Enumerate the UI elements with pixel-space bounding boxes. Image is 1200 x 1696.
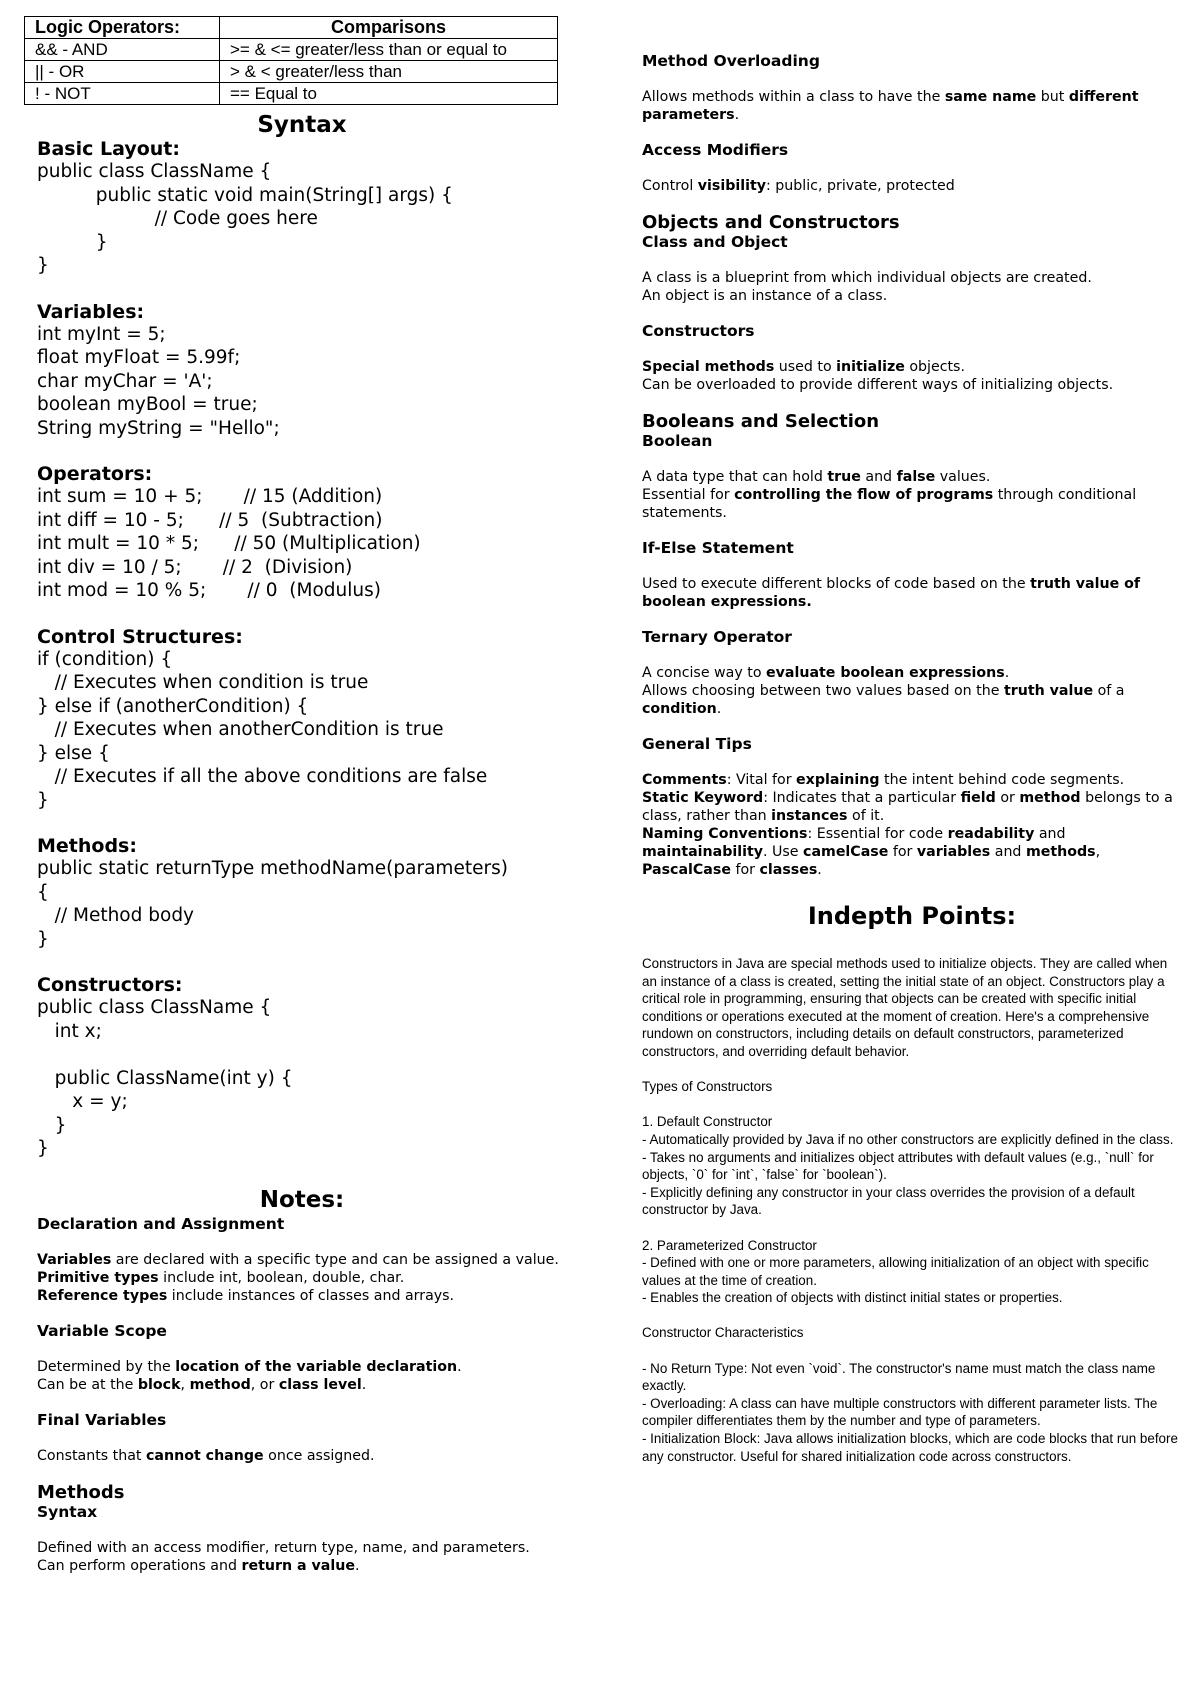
right-column: [642, 52, 1182, 1465]
comparisons-header: Comparisons: [220, 17, 558, 39]
code-block: public class ClassName { public static void main(String[] args) { // Code goes here } }: [37, 161, 453, 276]
note-line: Static Keyword: Indicates that a particular field or method belongs to a class, rather than instances of it.: [642, 790, 1173, 824]
note-line: Variables are declared with a specific type and can be assigned a value.: [37, 1251, 559, 1268]
class-object-subheading: Class and Object: [642, 233, 788, 251]
syntax-title: Syntax: [257, 112, 347, 138]
note-line: Can be at the block, method, or class level.: [37, 1376, 367, 1393]
list-item: - Initialization Block: Java allows initialization blocks, which are code blocks that run before any constructor. Useful for shared initialization code across constructors.: [642, 1431, 1178, 1464]
left-column: [37, 112, 567, 1575]
general-tips-heading: General Tips: [642, 735, 752, 753]
table-cell: && - AND: [25, 39, 220, 61]
constructors-notes-heading: Constructors: [642, 322, 755, 340]
methods-heading: Methods:: [37, 835, 137, 857]
code-block: if (condition) { // Executes when condition is true } else if (anotherCondition) { // Executes when anotherCondition is true } else { // Executes if all the above conditions are false }: [37, 648, 488, 811]
table-cell: == Equal to: [220, 83, 558, 105]
objects-constructors-heading: Objects and Constructors: [642, 212, 900, 233]
list-item: - Automatically provided by Java if no other constructors are explicitly defined in the class.: [642, 1131, 1174, 1147]
note-line: A class is a blueprint from which individual objects are created.: [642, 270, 1092, 286]
note-line: Control visibility: public, private, protected: [642, 178, 955, 194]
note-line: A data type that can hold true and false values.: [642, 469, 991, 485]
note-line: Can perform operations and return a value.: [37, 1557, 360, 1574]
table-cell: >= & <= greater/less than or equal to: [220, 39, 558, 61]
method-overloading-heading: Method Overloading: [642, 52, 820, 70]
declaration-heading: Declaration and Assignment: [37, 1214, 285, 1233]
parameterized-constructor-heading: 2. Parameterized Constructor: [642, 1237, 817, 1253]
final-variables-heading: Final Variables: [37, 1410, 167, 1429]
notes-methods-subheading: Syntax: [37, 1502, 98, 1521]
notes-title: Notes:: [259, 1186, 345, 1213]
note-line: Used to execute different blocks of code based on the truth value of boolean expressions.: [642, 576, 1141, 610]
note-line: Constants that cannot change once assigned.: [37, 1447, 375, 1464]
logic-operators-header: Logic Operators:: [25, 17, 220, 39]
default-constructor-heading: 1. Default Constructor: [642, 1114, 773, 1130]
note-line: Comments: Vital for explaining the intent behind code segments.: [642, 772, 1125, 788]
note-line: Allows methods within a class to have the same name but different parameters.: [642, 89, 1139, 123]
control-structures-heading: Control Structures:: [37, 625, 243, 648]
table-row: [25, 83, 558, 105]
note-line: Can be overloaded to provide different ways of initializing objects.: [642, 377, 1114, 393]
list-item: - Enables the creation of objects with distinct initial states or properties.: [642, 1290, 1063, 1306]
note-line: Reference types include instances of classes and arrays.: [37, 1287, 455, 1304]
note-line: Special methods used to initialize objects.: [642, 359, 965, 375]
indepth-title: Indepth Points:: [807, 902, 1017, 930]
list-item: - Explicitly defining any constructor in your class overrides the provision of a default constructor by Java.: [642, 1184, 1135, 1218]
booleans-selection-heading: Booleans and Selection: [642, 411, 880, 432]
note-line: A concise way to evaluate boolean expressions.: [642, 665, 1010, 681]
variable-scope-heading: Variable Scope: [37, 1321, 167, 1340]
code-block: int myInt = 5; float myFloat = 5.99f; char myChar = 'A'; boolean myBool = true; String myString = "Hello";: [37, 323, 280, 439]
list-item: - Defined with one or more parameters, allowing initialization of an object with specific values at the time of creation.: [642, 1255, 1149, 1288]
constructors-heading: Constructors:: [37, 974, 183, 996]
if-else-heading: If-Else Statement: [642, 539, 794, 557]
table-row: [25, 39, 558, 61]
table-cell: ! - NOT: [25, 83, 220, 105]
note-line: Naming Conventions: Essential for code readability and maintainability. Use camelCase for variables and methods, PascalCase for classes.: [642, 826, 1101, 878]
boolean-subheading: Boolean: [642, 432, 713, 450]
indepth-intro: Constructors in Java are special methods used to initialize objects. They are called when an instance of a class is created, setting the initial state of an object. Constructors play a critical role in programming, ensuring that objects can be created with specific initial conditions or operations executed at the moment of creation. Here's a comprehensive rundown on constructors, including details on default constructors, parameterized constructors, and overriding default behavior.: [642, 956, 1168, 1059]
basic-layout-heading: Basic Layout:: [37, 138, 180, 160]
list-item: - No Return Type: Not even `void`. The constructor's name must match the class name exactly.: [642, 1360, 1156, 1394]
note-line: Allows choosing between two values based on the truth value of a condition.: [642, 683, 1125, 717]
list-item: - Takes no arguments and initializes object attributes with default values (e.g., `null` for objects, `0` for `int`, `false` for `boolean`).: [642, 1149, 1154, 1183]
note-line: Primitive types include int, boolean, double, char.: [37, 1269, 405, 1286]
ternary-heading: Ternary Operator: [642, 628, 792, 646]
table-cell: > & < greater/less than: [220, 61, 558, 83]
note-line: An object is an instance of a class.: [642, 288, 888, 304]
table-row: [25, 61, 558, 83]
operators-table: [24, 16, 558, 105]
code-block: int sum = 10 + 5; // 15 (Addition) int diff = 10 - 5; // 5 (Subtraction) int mult = 10 * 5; // 50 (Multiplication) int div = 10 / 5; // 2 (Division) int mod = 10 % 5; // 0 (Modulus): [37, 486, 421, 601]
note-line: Essential for controlling the flow of programs through conditional statements.: [642, 487, 1137, 521]
access-modifiers-heading: Access Modifiers: [642, 141, 789, 159]
variables-heading: Variables:: [37, 300, 145, 323]
note-line: Defined with an access modifier, return type, name, and parameters.: [37, 1539, 530, 1556]
types-heading: Types of Constructors: [642, 1079, 773, 1095]
operators-heading: Operators:: [37, 463, 153, 485]
code-block: public static returnType methodName(parameters) { // Method body }: [37, 858, 508, 950]
notes-methods-heading: Methods: [37, 1481, 125, 1503]
table-cell: || - OR: [25, 61, 220, 83]
constructor-characteristics-heading: Constructor Characteristics: [642, 1325, 804, 1341]
note-line: Determined by the location of the variable declaration.: [37, 1358, 462, 1375]
list-item: - Overloading: A class can have multiple constructors with different parameter lists. The compiler differentiates them by the number and type of parameters.: [642, 1395, 1158, 1429]
code-block: public class ClassName { int x; public ClassName(int y) { x = y; } }: [37, 997, 293, 1159]
